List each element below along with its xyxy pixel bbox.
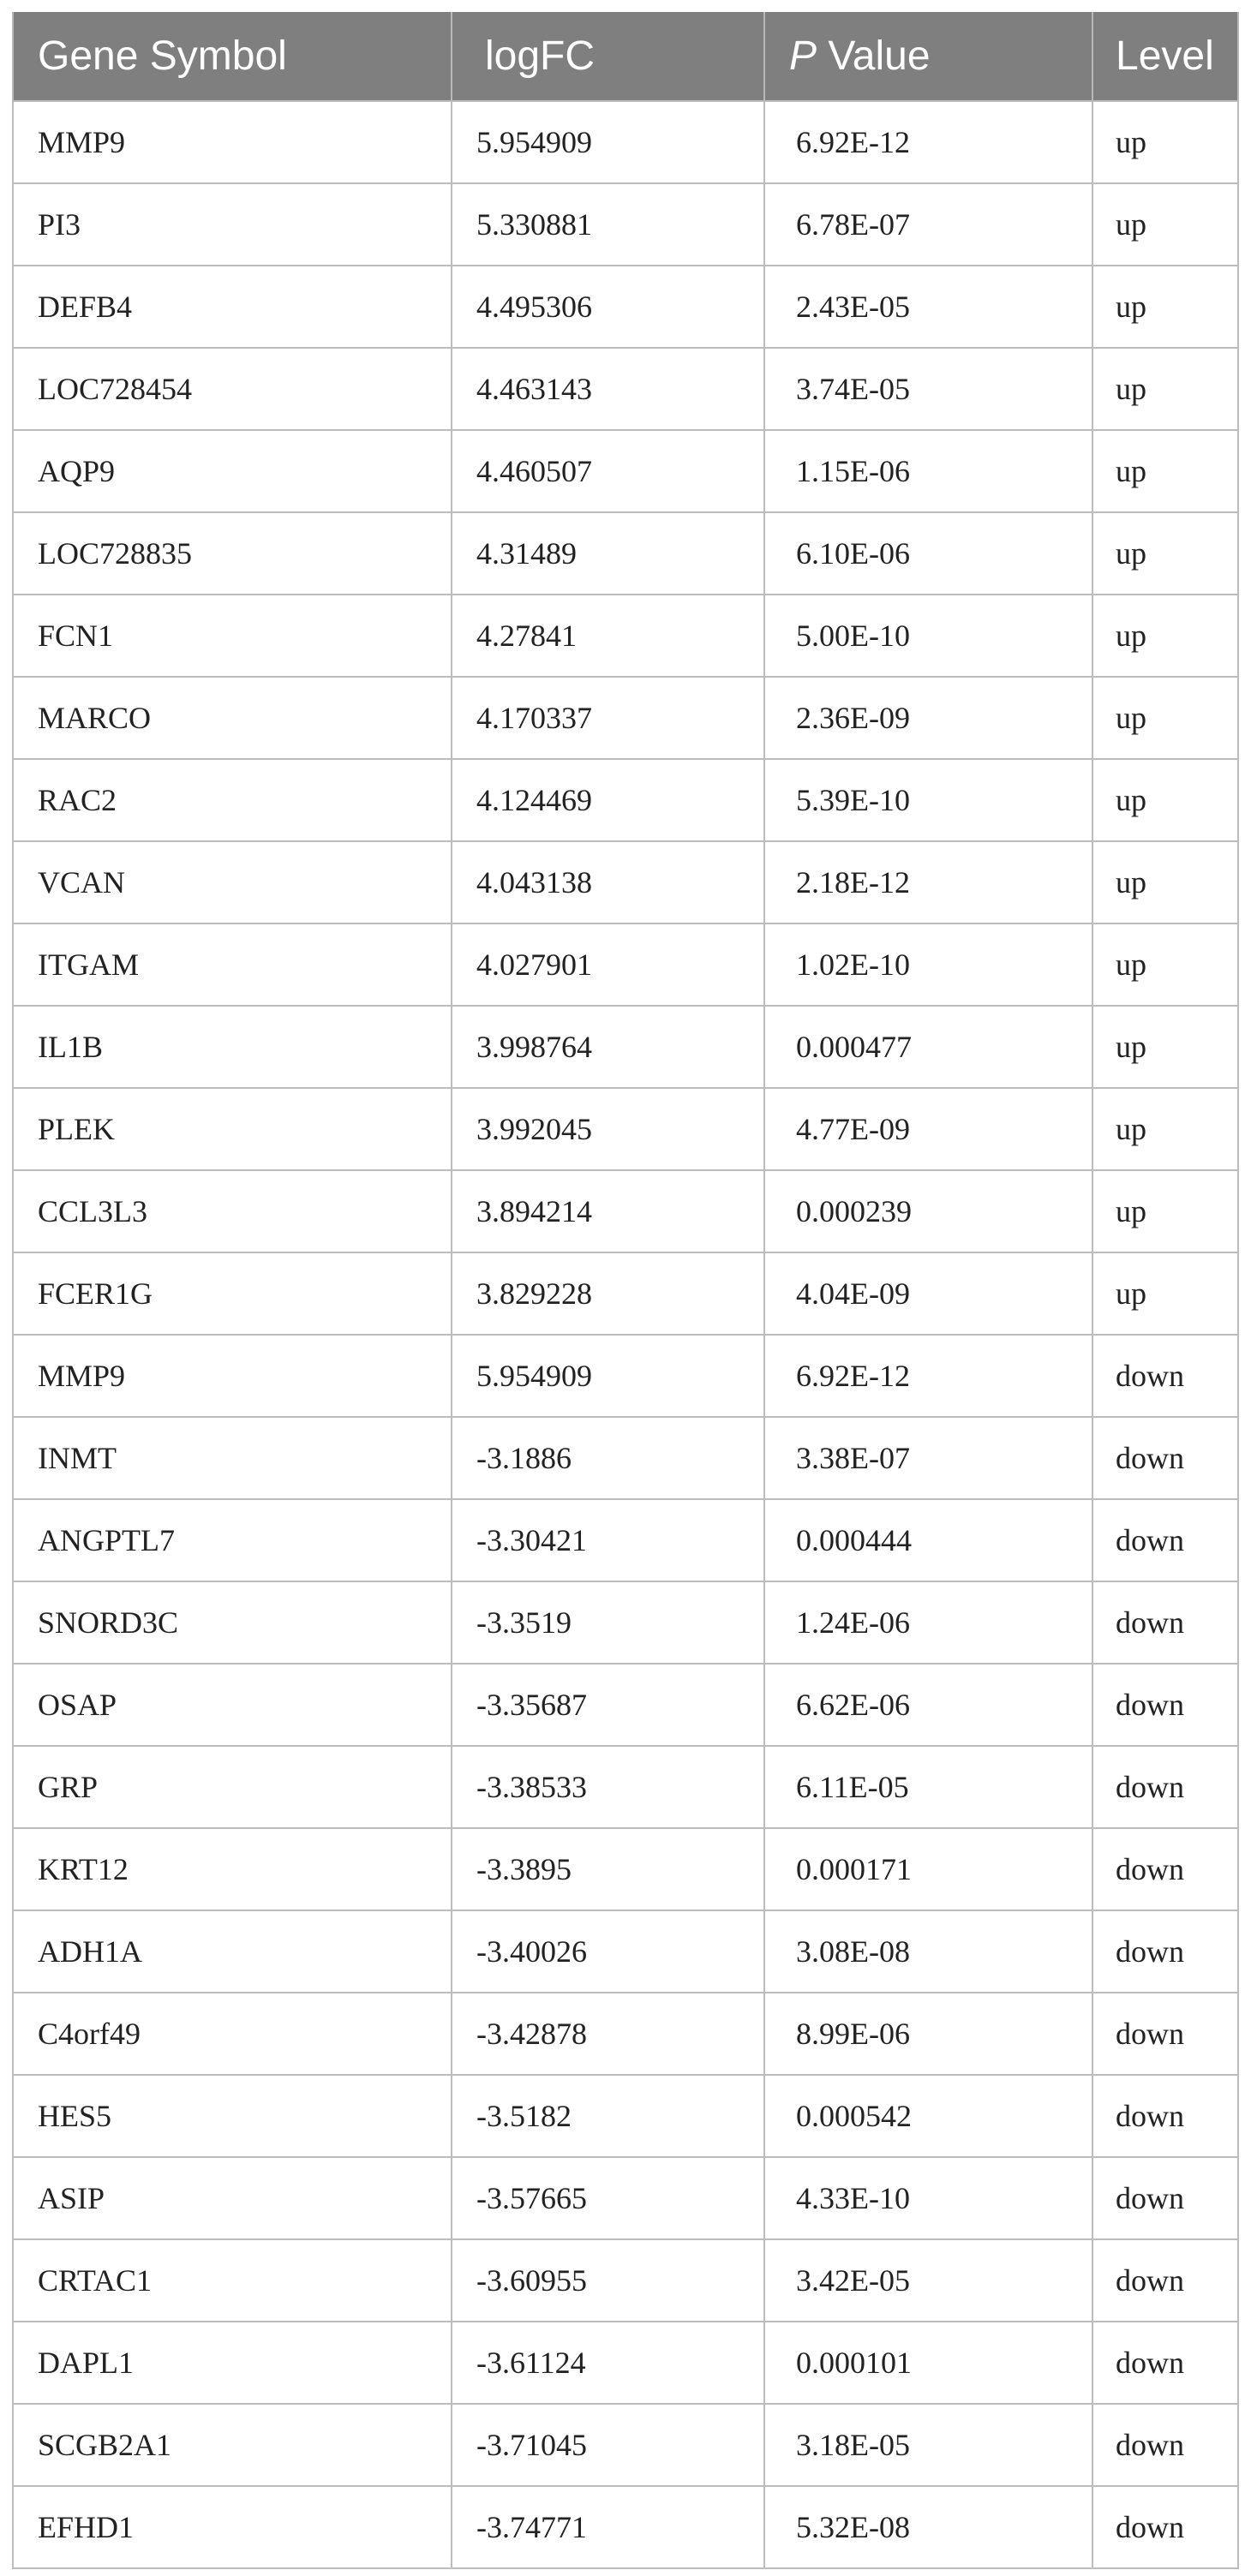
logfc-cell: -3.61124 <box>452 2322 764 2404</box>
table-row <box>13 677 1238 759</box>
logfc-cell: 3.829228 <box>452 1252 764 1335</box>
table-row <box>13 1088 1238 1170</box>
gene-symbol-cell: OSAP <box>13 1664 452 1746</box>
table-row <box>13 841 1238 923</box>
p-value-cell: 6.10E-06 <box>764 512 1092 595</box>
table-row <box>13 2157 1238 2239</box>
logfc-cell: 4.495306 <box>452 266 764 348</box>
table-row <box>13 2404 1238 2486</box>
table-header <box>13 12 1238 101</box>
gene-expression-table <box>12 12 1239 2569</box>
level-cell: up <box>1092 595 1238 677</box>
table-row <box>13 1746 1238 1828</box>
logfc-cell: -3.3519 <box>452 1581 764 1664</box>
table-row <box>13 2239 1238 2322</box>
table-row <box>13 2075 1238 2157</box>
p-value-cell: 5.39E-10 <box>764 759 1092 841</box>
table-row <box>13 1581 1238 1664</box>
header-logfc: logFC <box>452 12 764 101</box>
gene-symbol-cell: ASIP <box>13 2157 452 2239</box>
p-value-cell: 2.43E-05 <box>764 266 1092 348</box>
gene-symbol-cell: CCL3L3 <box>13 1170 452 1252</box>
p-value-cell: 6.92E-12 <box>764 1335 1092 1417</box>
gene-symbol-cell: KRT12 <box>13 1828 452 1910</box>
logfc-cell: -3.42878 <box>452 1993 764 2075</box>
gene-symbol-cell: FCER1G <box>13 1252 452 1335</box>
header-p-value <box>764 12 1092 101</box>
p-value-cell: 3.42E-05 <box>764 2239 1092 2322</box>
logfc-cell: -3.1886 <box>452 1417 764 1499</box>
gene-symbol-cell: DEFB4 <box>13 266 452 348</box>
level-cell: down <box>1092 1335 1238 1417</box>
gene-symbol-cell: RAC2 <box>13 759 452 841</box>
gene-symbol-cell: DAPL1 <box>13 2322 452 2404</box>
gene-symbol-cell: VCAN <box>13 841 452 923</box>
header-level: Level <box>1092 12 1238 101</box>
logfc-cell: -3.57665 <box>452 2157 764 2239</box>
gene-symbol-cell: PI3 <box>13 183 452 266</box>
level-cell: down <box>1092 2322 1238 2404</box>
table-row <box>13 1006 1238 1088</box>
logfc-cell: 5.954909 <box>452 101 764 183</box>
logfc-cell: -3.74771 <box>452 2486 764 2568</box>
p-value-cell: 5.32E-08 <box>764 2486 1092 2568</box>
gene-symbol-cell: GRP <box>13 1746 452 1828</box>
gene-symbol-cell: CRTAC1 <box>13 2239 452 2322</box>
header-p-italic: P <box>789 33 817 79</box>
logfc-cell: -3.30421 <box>452 1499 764 1581</box>
gene-symbol-cell: MARCO <box>13 677 452 759</box>
gene-symbol-cell: C4orf49 <box>13 1993 452 2075</box>
logfc-cell: 5.330881 <box>452 183 764 266</box>
p-value-cell: 4.33E-10 <box>764 2157 1092 2239</box>
gene-symbol-cell: AQP9 <box>13 430 452 512</box>
table-row <box>13 2486 1238 2568</box>
level-cell: up <box>1092 1088 1238 1170</box>
level-cell: down <box>1092 2239 1238 2322</box>
level-cell: down <box>1092 1664 1238 1746</box>
table-row <box>13 183 1238 266</box>
level-cell: up <box>1092 759 1238 841</box>
table-row <box>13 512 1238 595</box>
logfc-cell: 3.998764 <box>452 1006 764 1088</box>
gene-symbol-cell: INMT <box>13 1417 452 1499</box>
level-cell: up <box>1092 1006 1238 1088</box>
gene-symbol-cell: EFHD1 <box>13 2486 452 2568</box>
p-value-cell: 4.04E-09 <box>764 1252 1092 1335</box>
logfc-cell: 4.124469 <box>452 759 764 841</box>
table-row <box>13 759 1238 841</box>
p-value-cell: 8.99E-06 <box>764 1993 1092 2075</box>
logfc-cell: -3.38533 <box>452 1746 764 1828</box>
table-row <box>13 1664 1238 1746</box>
level-cell: down <box>1092 2404 1238 2486</box>
level-cell: down <box>1092 1828 1238 1910</box>
gene-symbol-cell: FCN1 <box>13 595 452 677</box>
p-value-cell: 0.000101 <box>764 2322 1092 2404</box>
p-value-cell: 2.18E-12 <box>764 841 1092 923</box>
level-cell: up <box>1092 841 1238 923</box>
table-row <box>13 1910 1238 1993</box>
p-value-cell: 3.38E-07 <box>764 1417 1092 1499</box>
level-cell: up <box>1092 183 1238 266</box>
level-cell: down <box>1092 2157 1238 2239</box>
table-row <box>13 430 1238 512</box>
p-value-cell: 3.08E-08 <box>764 1910 1092 1993</box>
level-cell: down <box>1092 1499 1238 1581</box>
p-value-cell: 1.24E-06 <box>764 1581 1092 1664</box>
gene-symbol-cell: SNORD3C <box>13 1581 452 1664</box>
p-value-cell: 3.18E-05 <box>764 2404 1092 2486</box>
level-cell: up <box>1092 101 1238 183</box>
logfc-cell: 3.894214 <box>452 1170 764 1252</box>
gene-symbol-cell: HES5 <box>13 2075 452 2157</box>
logfc-cell: -3.3895 <box>452 1828 764 1910</box>
p-value-cell: 4.77E-09 <box>764 1088 1092 1170</box>
gene-symbol-cell: MMP9 <box>13 101 452 183</box>
level-cell: down <box>1092 2486 1238 2568</box>
p-value-cell: 0.000239 <box>764 1170 1092 1252</box>
header-p-value-rest: Value <box>817 33 931 79</box>
table-row <box>13 1828 1238 1910</box>
gene-symbol-cell: ITGAM <box>13 923 452 1006</box>
table-row <box>13 1993 1238 2075</box>
logfc-cell: -3.5182 <box>452 2075 764 2157</box>
gene-symbol-cell: MMP9 <box>13 1335 452 1417</box>
p-value-cell: 3.74E-05 <box>764 348 1092 430</box>
p-value-cell: 6.11E-05 <box>764 1746 1092 1828</box>
p-value-cell: 2.36E-09 <box>764 677 1092 759</box>
level-cell: down <box>1092 1993 1238 2075</box>
level-cell: up <box>1092 266 1238 348</box>
gene-symbol-cell: IL1B <box>13 1006 452 1088</box>
p-value-cell: 0.000542 <box>764 2075 1092 2157</box>
level-cell: up <box>1092 1252 1238 1335</box>
logfc-cell: -3.60955 <box>452 2239 764 2322</box>
logfc-cell: 4.027901 <box>452 923 764 1006</box>
gene-symbol-cell: PLEK <box>13 1088 452 1170</box>
table-row <box>13 1170 1238 1252</box>
level-cell: down <box>1092 1746 1238 1828</box>
level-cell: down <box>1092 1581 1238 1664</box>
logfc-cell: 4.31489 <box>452 512 764 595</box>
table-row <box>13 266 1238 348</box>
table-row <box>13 1335 1238 1417</box>
logfc-cell: 4.27841 <box>452 595 764 677</box>
level-cell: up <box>1092 677 1238 759</box>
header-row <box>13 12 1238 101</box>
level-cell: up <box>1092 348 1238 430</box>
p-value-cell: 1.02E-10 <box>764 923 1092 1006</box>
level-cell: down <box>1092 1417 1238 1499</box>
gene-symbol-cell: SCGB2A1 <box>13 2404 452 2486</box>
table-row <box>13 101 1238 183</box>
logfc-cell: 3.992045 <box>452 1088 764 1170</box>
logfc-cell: -3.35687 <box>452 1664 764 1746</box>
logfc-cell: -3.40026 <box>452 1910 764 1993</box>
table-row <box>13 348 1238 430</box>
p-value-cell: 0.000171 <box>764 1828 1092 1910</box>
table-row <box>13 1499 1238 1581</box>
logfc-cell: 5.954909 <box>452 1335 764 1417</box>
level-cell: down <box>1092 2075 1238 2157</box>
level-cell: up <box>1092 512 1238 595</box>
logfc-cell: 4.460507 <box>452 430 764 512</box>
level-cell: up <box>1092 1170 1238 1252</box>
p-value-cell: 6.78E-07 <box>764 183 1092 266</box>
logfc-cell: 4.463143 <box>452 348 764 430</box>
table-row <box>13 1252 1238 1335</box>
gene-symbol-cell: LOC728835 <box>13 512 452 595</box>
level-cell: down <box>1092 1910 1238 1993</box>
header-gene-symbol: Gene Symbol <box>13 12 452 101</box>
logfc-cell: -3.71045 <box>452 2404 764 2486</box>
p-value-cell: 0.000477 <box>764 1006 1092 1088</box>
logfc-cell: 4.170337 <box>452 677 764 759</box>
gene-symbol-cell: LOC728454 <box>13 348 452 430</box>
p-value-cell: 5.00E-10 <box>764 595 1092 677</box>
gene-symbol-cell: ADH1A <box>13 1910 452 1993</box>
table-row <box>13 1417 1238 1499</box>
table-body <box>13 101 1238 2568</box>
table-row <box>13 595 1238 677</box>
level-cell: up <box>1092 923 1238 1006</box>
table-row <box>13 2322 1238 2404</box>
p-value-cell: 0.000444 <box>764 1499 1092 1581</box>
gene-symbol-cell: ANGPTL7 <box>13 1499 452 1581</box>
gene-table-container <box>12 12 1237 2569</box>
p-value-cell: 6.62E-06 <box>764 1664 1092 1746</box>
level-cell: up <box>1092 430 1238 512</box>
table-row <box>13 923 1238 1006</box>
p-value-cell: 1.15E-06 <box>764 430 1092 512</box>
p-value-cell: 6.92E-12 <box>764 101 1092 183</box>
logfc-cell: 4.043138 <box>452 841 764 923</box>
